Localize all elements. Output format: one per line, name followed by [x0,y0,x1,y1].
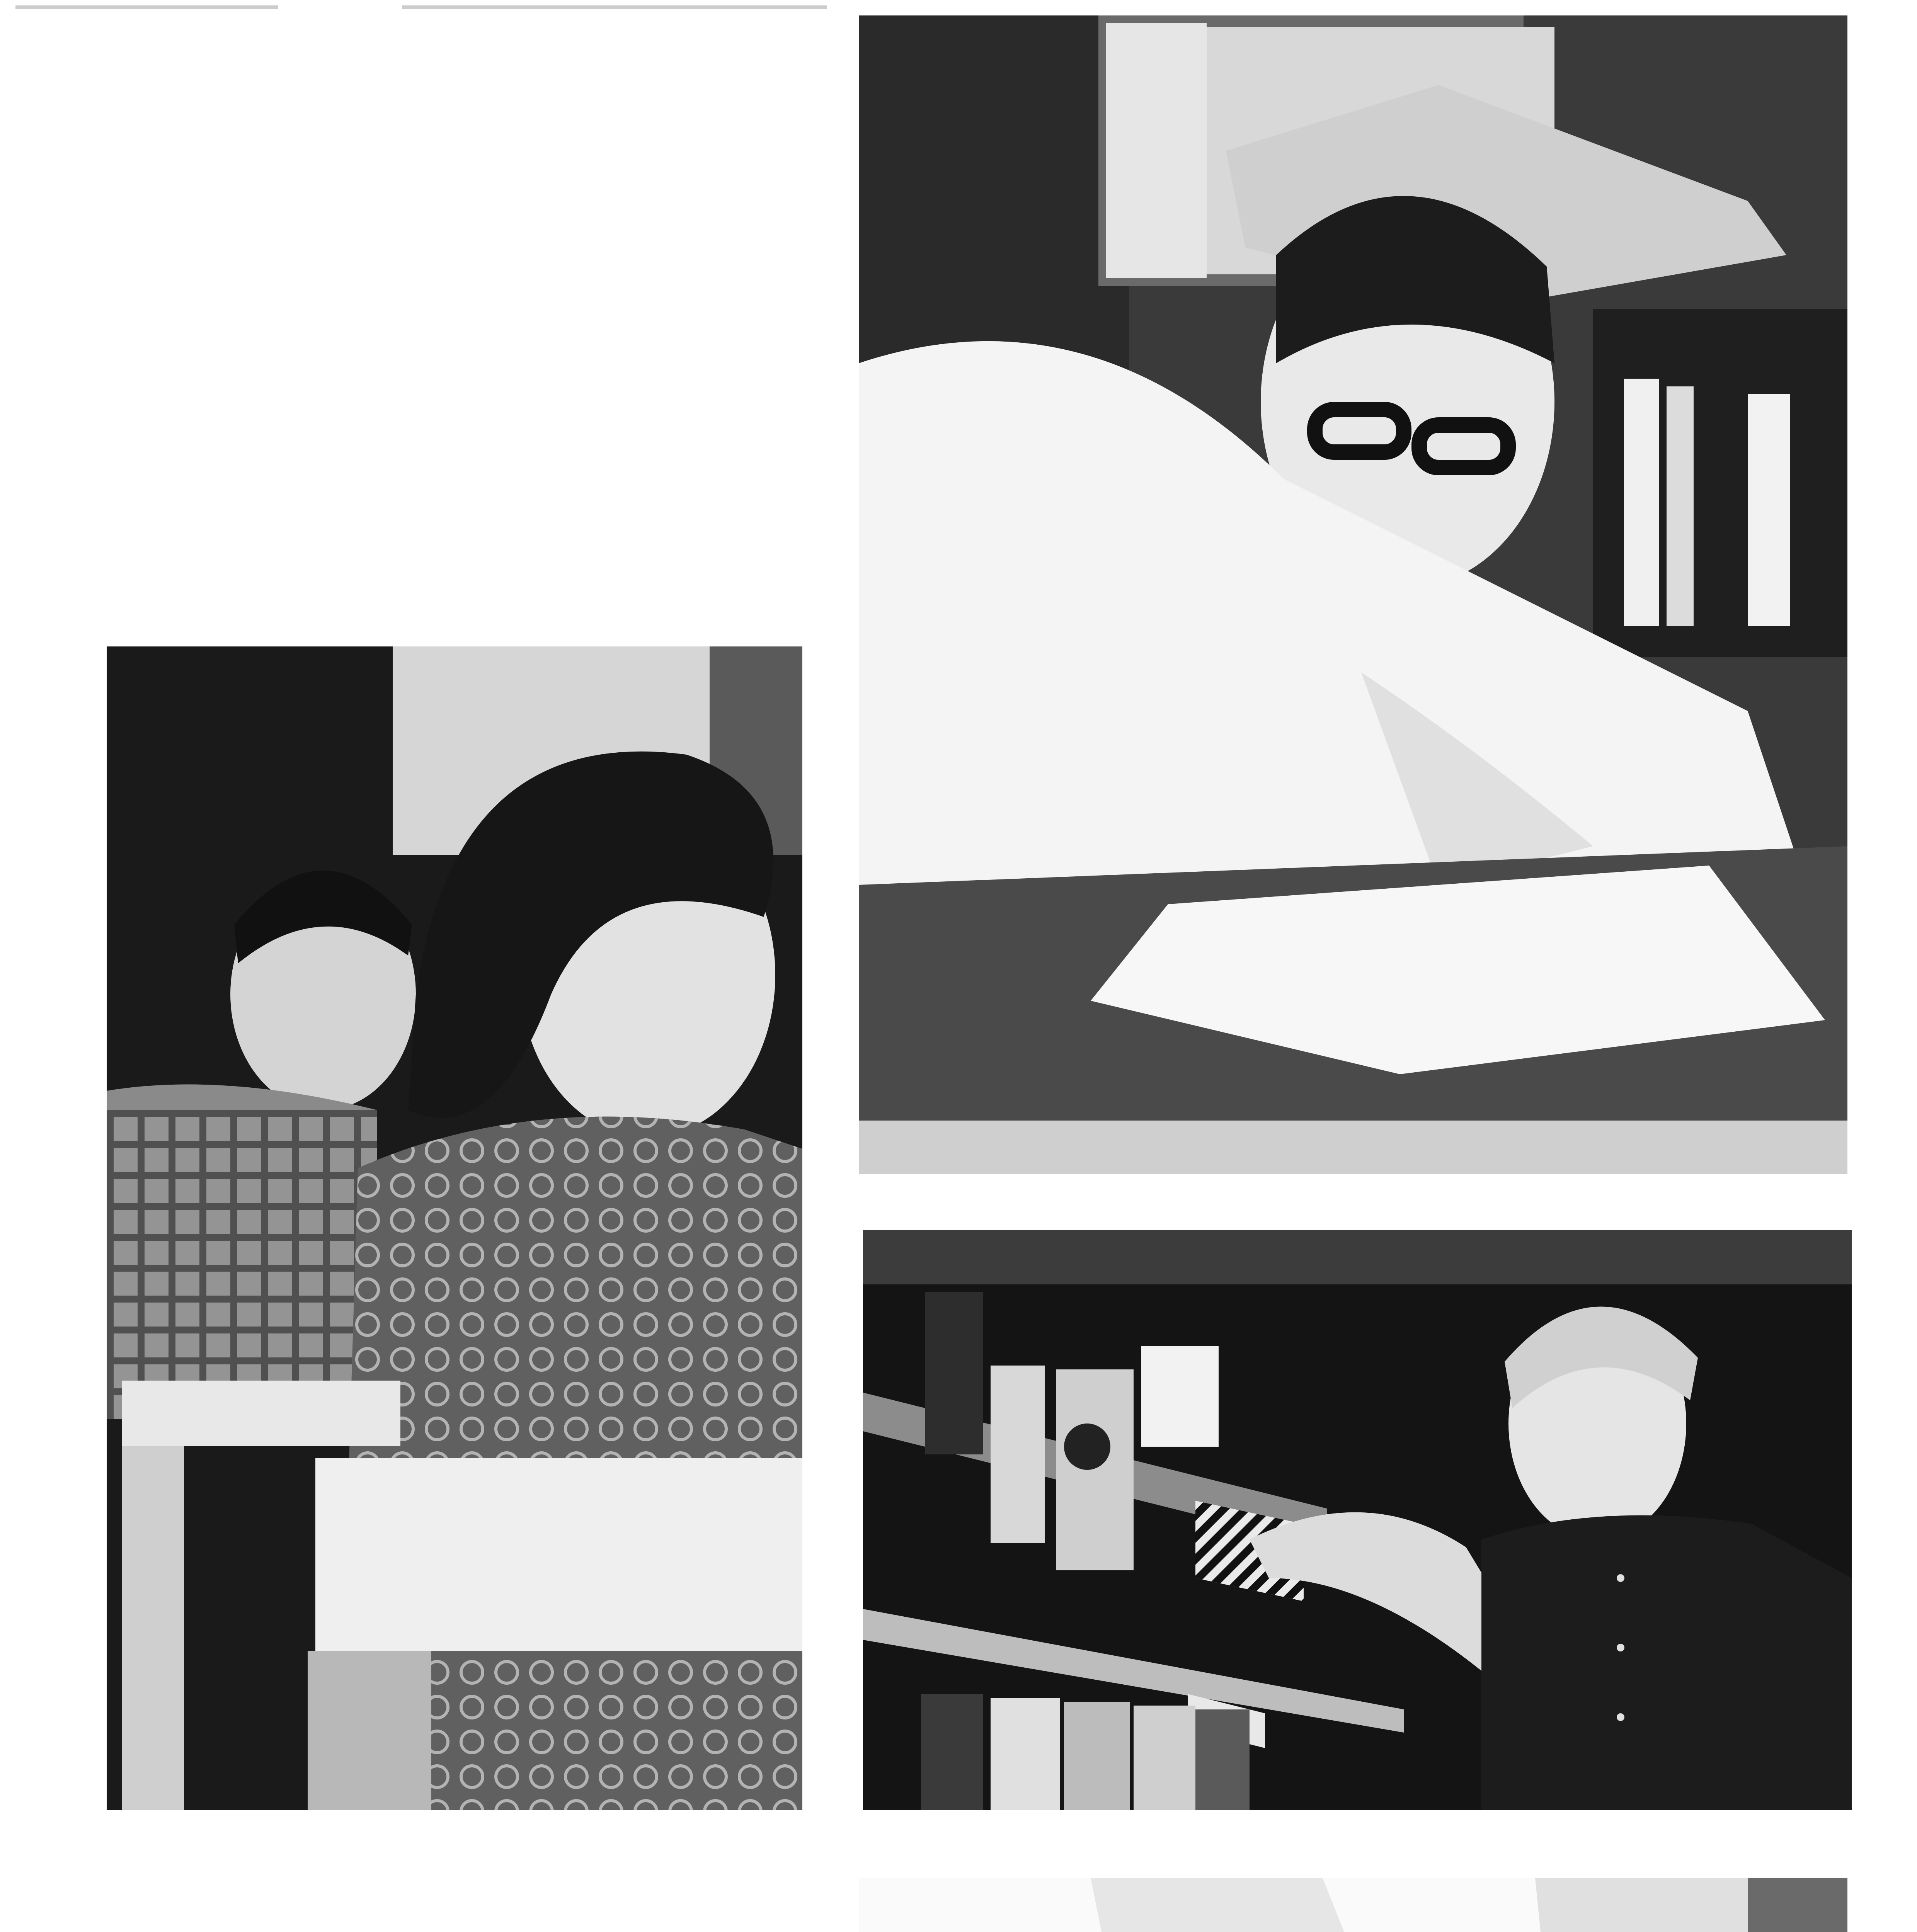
photo-student-writing-illustration [859,15,1847,1174]
photo-student-writing-in-library [859,15,1847,1174]
photo-classroom-illustration [107,646,802,1810]
scan-artifact [15,5,278,9]
photo-student-at-microscope [859,1878,1847,1932]
photo-bookstore-illustration [863,1230,1852,1810]
photo-student-at-bookstore [863,1230,1852,1810]
scan-artifact [402,5,827,9]
photo-microscope-illustration [859,1878,1847,1932]
photo-students-in-classroom [107,646,802,1810]
